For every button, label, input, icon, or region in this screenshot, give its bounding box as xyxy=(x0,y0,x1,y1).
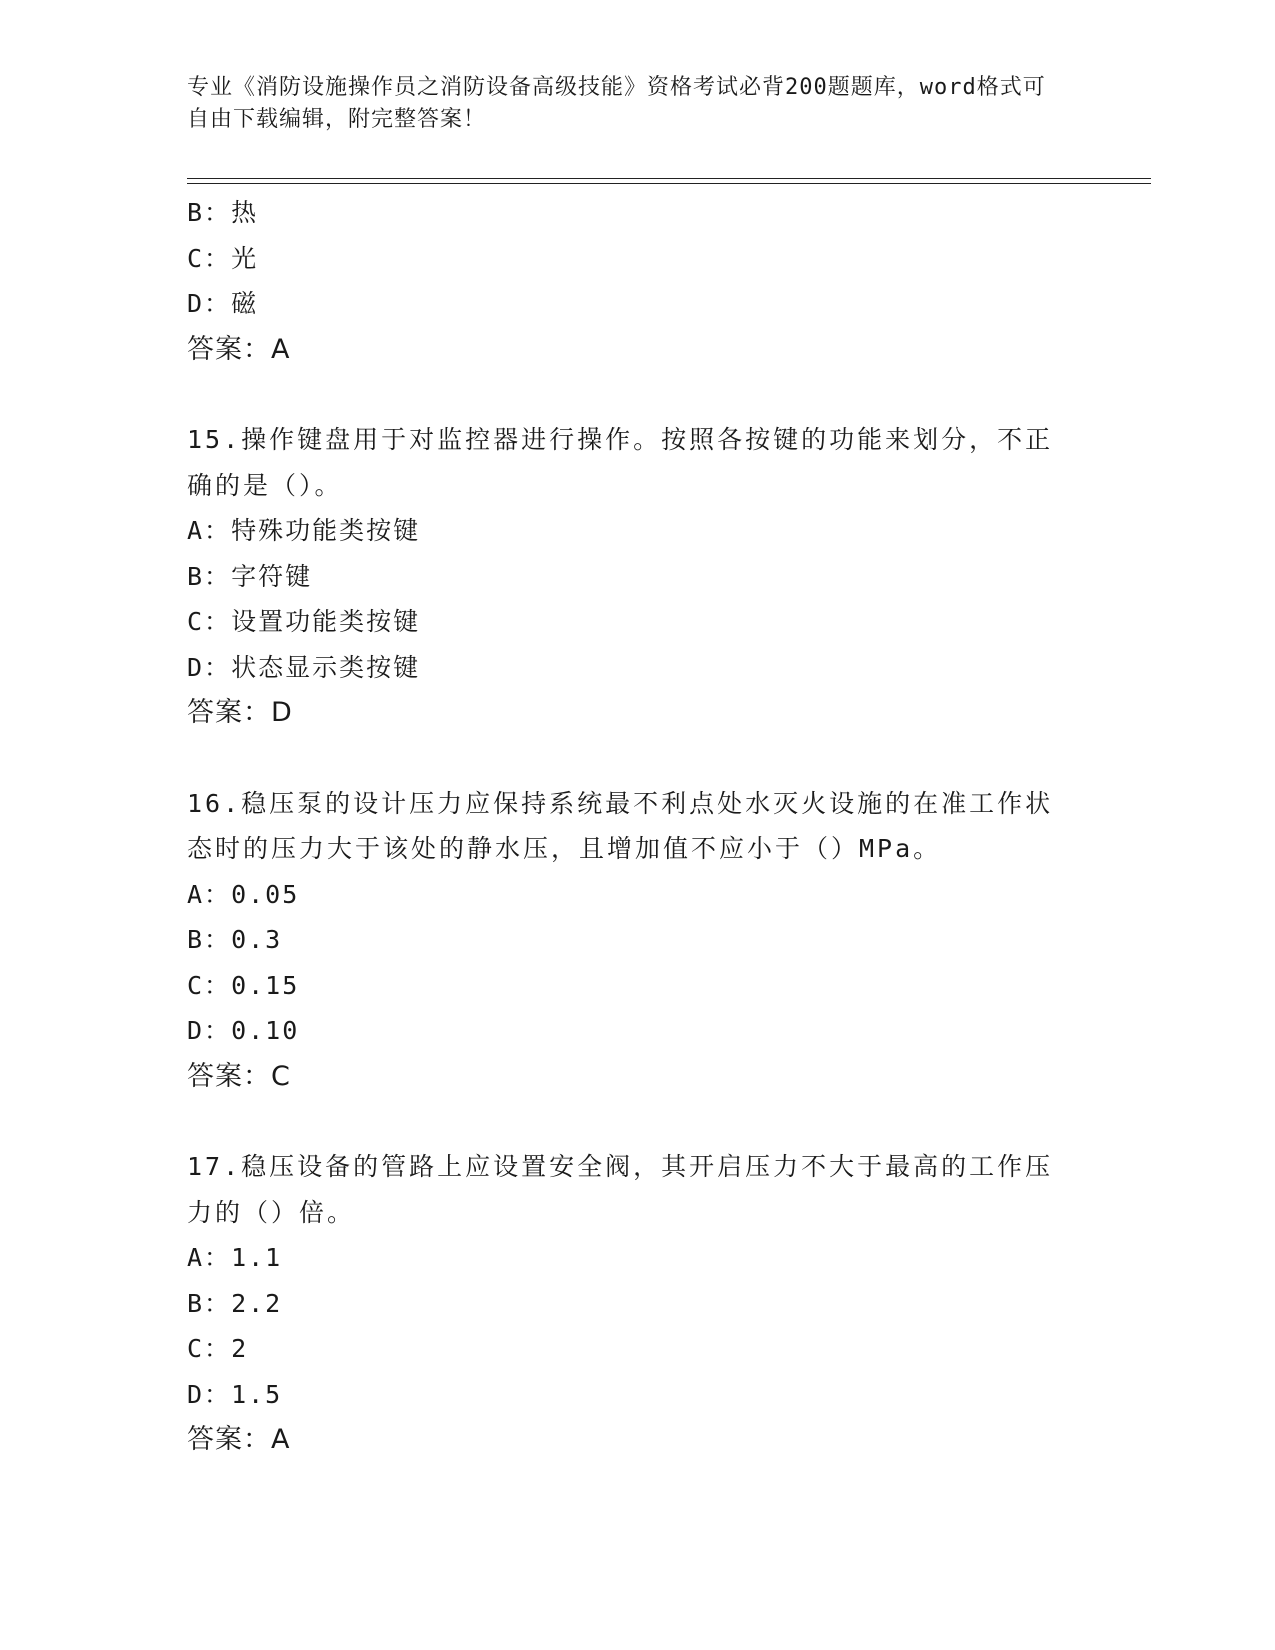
spacer xyxy=(187,736,1087,781)
question-stem xyxy=(187,417,1067,508)
option-d: D：磁 xyxy=(187,289,259,318)
question-stem-line-1: 16.稳压泵的设计压力应保持系统最不利点处水灭火设施的在准工作状 xyxy=(187,788,1054,818)
question-block-14 xyxy=(187,190,1087,372)
option-d: D：状态显示类按键 xyxy=(187,652,421,682)
question-stem-line-1: 15.操作键盘用于对监控器进行操作。按照各按键的功能来划分，不正 xyxy=(187,425,1054,454)
question-block-16 xyxy=(187,781,1087,1100)
answer-line: 答案：D xyxy=(187,697,293,728)
question-stem xyxy=(187,781,1067,872)
option-a: A：特殊功能类按键 xyxy=(187,516,421,545)
question-stem-line-2: 确的是（）。 xyxy=(187,470,343,500)
answer-line: 答案：C xyxy=(187,1060,291,1092)
option-b: B：2.2 xyxy=(187,1288,283,1318)
spacer xyxy=(187,372,1087,417)
option-b: B：字符键 xyxy=(187,561,313,591)
option-d: D：1.5 xyxy=(187,1379,283,1409)
option-a: A：1.1 xyxy=(187,1243,283,1272)
answer-line: 答案：A xyxy=(187,333,291,365)
question-list xyxy=(187,190,1087,1463)
question-stem-line-1: 17.稳压设备的管路上应设置安全阀，其开启压力不大于最高的工作压 xyxy=(187,1152,1054,1181)
header-divider-bottom xyxy=(187,183,1151,184)
option-b: B：0.3 xyxy=(187,925,283,954)
question-stem-line-2: 态时的压力大于该处的静水压，且增加值不应小于（）MPa。 xyxy=(187,834,942,863)
option-c: C：2 xyxy=(187,1334,249,1363)
header-divider-top xyxy=(187,178,1151,179)
question-stem-line-2: 力的（）倍。 xyxy=(187,1197,356,1227)
answer-line: 答案：A xyxy=(187,1424,291,1455)
document-header xyxy=(187,72,1067,136)
question-stem xyxy=(187,1144,1067,1235)
question-block-17 xyxy=(187,1144,1087,1463)
option-a: A：0.05 xyxy=(187,879,300,909)
option-d: D：0.10 xyxy=(187,1016,300,1045)
document-title: 专业《消防设施操作员之消防设备高级技能》资格考试必背200题题库，word格式可自由下载编辑，附完整答案！ xyxy=(187,75,1046,132)
option-c: C：光 xyxy=(187,243,259,273)
option-c: C：0.15 xyxy=(187,970,300,1000)
spacer xyxy=(187,1099,1087,1144)
option-b: B：热 xyxy=(187,198,259,227)
question-block-15 xyxy=(187,417,1087,736)
option-c: C：设置功能类按键 xyxy=(187,607,421,636)
